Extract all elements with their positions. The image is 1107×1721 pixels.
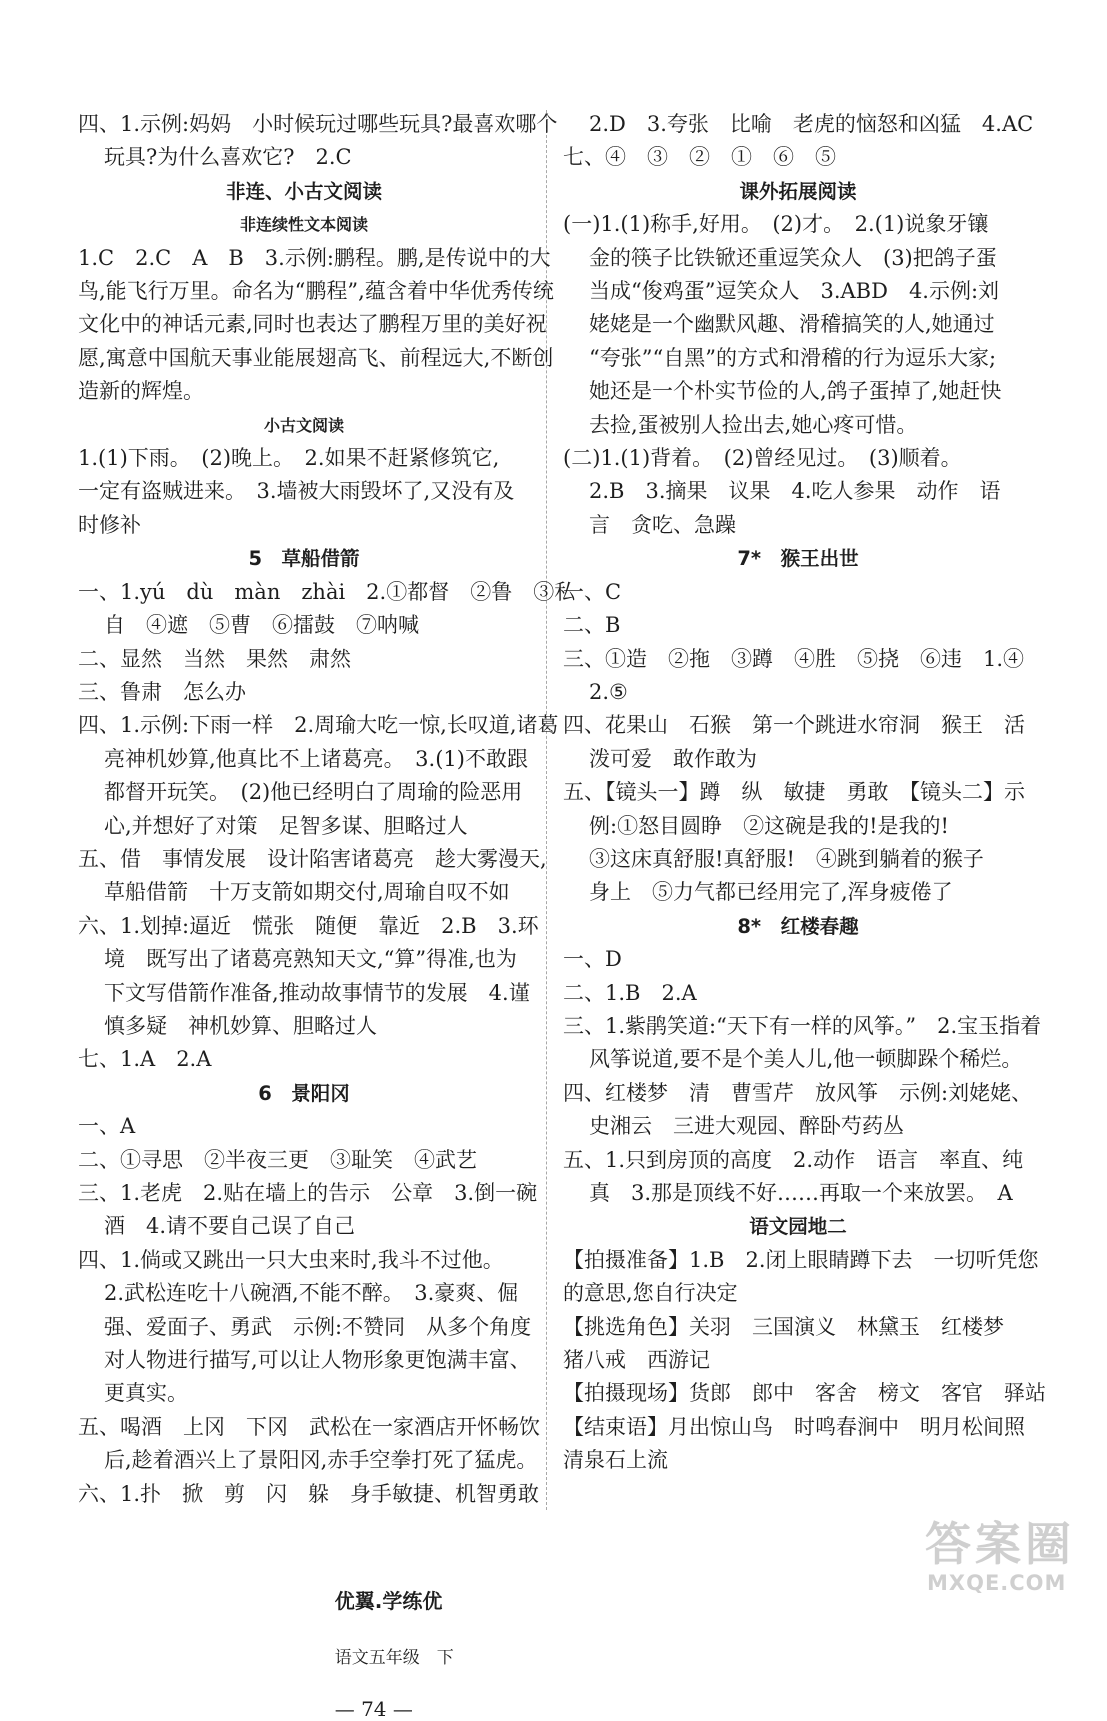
answer-line: 对人物进行描写,可以让人物形象更饱满丰富、 xyxy=(104,1348,531,1373)
answer-line: 四、花果山 石猴 第一个跳进水帘洞 猴王 活 xyxy=(563,713,1025,738)
answer-line: 三、鲁肃 怎么办 xyxy=(78,679,246,704)
footer-grade: 语文五年级 下 xyxy=(334,1648,454,1668)
answer-line: 二、B xyxy=(563,613,621,638)
answer-line: (二)1.(1)背着。 (2)曾经见过。 (3)顺着。 xyxy=(563,446,962,471)
answer-line: 四、1.倘或又跳出一只大虫来时,我斗不过他。 xyxy=(78,1247,504,1272)
answer-line: (一)1.(1)称手,好用。 (2)才。 2.(1)说象牙镶 xyxy=(563,212,989,237)
answer-line: 泼可爱 敢作敢为 xyxy=(589,746,757,771)
answer-line: ③这床真舒服!真舒服! ④跳到躺着的猴子 xyxy=(589,846,984,871)
section-heading: 课外拓展阅读 xyxy=(739,179,857,203)
answer-line: 心,并想好了对策 足智多谋、胆略过人 xyxy=(104,813,468,838)
answer-line: 强、爱面子、勇武 示例:不赞同 从多个角度 xyxy=(104,1314,532,1339)
answer-line: 文化中的神话元素,同时也表达了鹏程万里的美好祝 xyxy=(78,312,547,337)
answer-line: 五、【镜头一】蹲 纵 敏捷 勇敢 【镜头二】示 xyxy=(563,780,1025,805)
answer-line: 下文写借箭作准备,推动故事情节的发展 4.谨 xyxy=(104,980,530,1005)
answer-line: 1.C 2.C A B 3.示例:鹏程。鹏,是传说中的大 xyxy=(78,245,551,270)
answer-line: 都督开玩笑。 (2)他已经明白了周瑜的险恶用 xyxy=(104,780,523,805)
section-heading: 5 草船借箭 xyxy=(248,547,360,571)
answer-line: “夸张”“自黑”的方式和滑稽的行为逗乐大家; xyxy=(589,345,997,370)
answer-line: 四、1.示例:下雨一样 2.周瑜大吃一惊,长叹道,诸葛 xyxy=(78,713,559,738)
answer-line: 亮神机妙算,他真比不上诸葛亮。 3.(1)不敢跟 xyxy=(104,746,528,771)
watermark-url: MXQE.COM xyxy=(927,1571,1067,1595)
subsection-heading: 小古文阅读 xyxy=(263,415,344,435)
section-heading: 非连、小古文阅读 xyxy=(225,179,382,203)
answer-line: 【挑选角色】关羽 三国演义 林黛玉 红楼梦 xyxy=(563,1314,1004,1339)
answer-line: 七、④ ③ ② ① ⑥ ⑤ xyxy=(563,145,836,170)
answer-line: 鸟,能飞行万里。命名为“鹏程”,蕴含着中华优秀传统 xyxy=(78,279,554,304)
answer-line: 后,趁着酒兴上了景阳冈,赤手空拳打死了猛虎。 xyxy=(104,1448,538,1473)
answer-line: 【拍摄准备】1.B 2.闭上眼睛蹲下去 一切听凭您 xyxy=(563,1247,1039,1272)
section-heading: 7* 猴王出世 xyxy=(737,547,859,571)
answer-line: 2.D 3.夸张 比喻 老虎的恼怒和凶猛 4.AC xyxy=(589,112,1034,136)
answer-line: 姥姥是一个幽默风趣、滑稽搞笑的人,她通过 xyxy=(589,312,995,337)
watermark-logo xyxy=(925,1515,1105,1600)
answer-line: 风筝说道,要不是个美人儿,他一顿脚跺个稀烂。 xyxy=(589,1047,1023,1072)
answer-line: 当成“俊鸡蛋”逗笑众人 3.ABD 4.示例:刘 xyxy=(589,279,1000,304)
answer-line: 玩具?为什么喜欢它? 2.C xyxy=(104,145,352,170)
answer-line: 二、①寻思 ②半夜三更 ③耻笑 ④武艺 xyxy=(78,1147,477,1172)
answer-line: 愿,寓意中国航天事业能展翅高飞、前程远大,不断创 xyxy=(78,345,554,370)
answer-line: 【拍摄现场】货郎 郎中 客舍 榜文 客官 驿站 xyxy=(563,1381,1046,1406)
answer-line: 自 ④遮 ⑤曹 ⑥擂鼓 ⑦呐喊 xyxy=(104,613,419,638)
answer-line: 时修补 xyxy=(78,512,141,537)
page-footer xyxy=(322,1561,454,1721)
answer-line: 四、红楼梦 清 曹雪芹 放风筝 示例:刘姥姥、 xyxy=(563,1080,1033,1105)
answer-line: 境 既写出了诸葛亮熟知天文,“算”得准,也为 xyxy=(104,947,517,972)
answer-line: 猪八戒 西游记 xyxy=(563,1348,710,1373)
answer-line: 一、1.yú dù màn zhài 2.①都督 ②鲁 ③私 xyxy=(78,579,576,604)
left-column xyxy=(78,108,576,1511)
answer-line: 三、①造 ②拖 ③蹲 ④胜 ⑤挠 ⑥违 1.④ xyxy=(563,646,1025,671)
section-heading: 语文园地二 xyxy=(749,1215,847,1239)
answer-line: 一、D xyxy=(563,947,622,972)
answer-line: 2.⑤ xyxy=(589,679,628,704)
footer-brand: 优翼.学练优 xyxy=(334,1589,443,1613)
answer-line: 五、喝酒 上冈 下冈 武松在一家酒店开怀畅饮 xyxy=(78,1414,540,1439)
subsection-heading: 非连续性文本阅读 xyxy=(239,215,368,235)
answer-line: 三、1.老虎 2.贴在墙上的告示 公章 3.倒一碗 xyxy=(78,1181,538,1205)
answer-line: 五、借 事情发展 设计陷害诸葛亮 趁大雾漫天, xyxy=(78,846,547,871)
page-number: — 74 — xyxy=(334,1697,413,1721)
answer-line: 七、1.A 2.A xyxy=(78,1047,212,1072)
answer-line: 史湘云 三进大观园、醉卧芍药丛 xyxy=(589,1114,904,1139)
answer-line: 她还是一个朴实节俭的人,鸽子蛋掉了,她赶快 xyxy=(589,379,1002,404)
answer-line: 一、A xyxy=(78,1114,136,1139)
answer-line: 清泉石上流 xyxy=(563,1448,668,1473)
answer-line: 五、1.只到房顶的高度 2.动作 语言 率直、纯 xyxy=(563,1147,1024,1172)
answer-line: 三、1.紫鹃笑道:“天下有一样的风筝。” 2.宝玉指着 xyxy=(563,1013,1042,1038)
answer-line: 酒 4.请不要自己误了自己 xyxy=(104,1214,356,1239)
answer-line: 例:①怒目圆睁 ②这碗是我的!是我的! xyxy=(589,813,949,838)
watermark-text: 答案圈 xyxy=(925,1517,1075,1571)
answer-line: 一定有盗贼进来。 3.墙被大雨毁坏了,又没有及 xyxy=(78,479,515,504)
answer-line: 一、C xyxy=(563,579,622,604)
answer-line: 二、1.B 2.A xyxy=(563,980,697,1005)
answer-line: 造新的辉煌。 xyxy=(78,379,204,404)
answer-line: 【结束语】月出惊山鸟 时鸣春涧中 明月松间照 xyxy=(563,1414,1025,1439)
answer-line: 言 贪吃、急躁 xyxy=(589,512,736,537)
answer-line: 的意思,您自行决定 xyxy=(563,1281,738,1306)
answer-line: 二、显然 当然 果然 肃然 xyxy=(78,646,351,671)
answer-line: 2.B 3.摘果 议果 4.吃人参果 动作 语 xyxy=(589,479,1001,504)
answer-line: 1.(1)下雨。 (2)晚上。 2.如果不赶紧修筑它, xyxy=(78,446,500,471)
answer-line: 四、1.示例:妈妈 小时候玩过哪些玩具?最喜欢哪个 xyxy=(78,112,558,136)
section-heading: 8* 红楼春趣 xyxy=(737,914,859,938)
answer-line: 真 3.那是顶线不好……再取一个来放罢。 A xyxy=(589,1181,1013,1205)
answer-line: 慎多疑 神机妙算、胆略过人 xyxy=(104,1013,377,1038)
answer-line: 六、1.划掉:逼近 慌张 随便 靠近 2.B 3.环 xyxy=(78,913,539,938)
answer-line: 金的筷子比铁锨还重逗笑众人 (3)把鸽子蛋 xyxy=(589,245,997,270)
answer-line: 身上 ⑤力气都已经用完了,浑身疲倦了 xyxy=(589,880,953,905)
section-heading: 6 景阳冈 xyxy=(258,1081,350,1105)
answer-line: 去捡,蛋被别人捡出去,她心疼可惜。 xyxy=(589,412,918,437)
answer-line: 更真实。 xyxy=(104,1381,188,1406)
answer-line: 六、1.扑 掀 剪 闪 躲 身手敏捷、机智勇敢 xyxy=(78,1481,540,1506)
right-column xyxy=(563,108,1046,1478)
answer-line: 草船借箭 十万支箭如期交付,周瑜自叹不如 xyxy=(104,880,510,905)
answer-line: 2.武松连吃十八碗酒,不能不醉。 3.豪爽、倔 xyxy=(104,1281,519,1306)
